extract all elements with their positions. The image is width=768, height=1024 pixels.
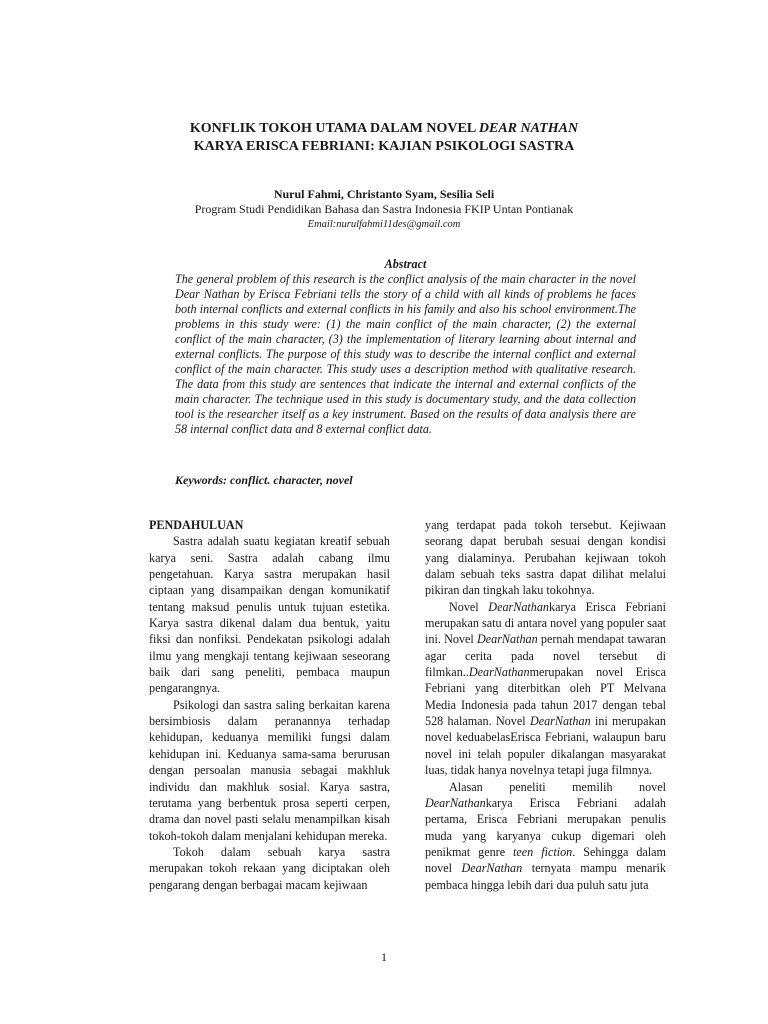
left-column <box>149 517 390 893</box>
abstract-section <box>175 257 636 437</box>
paragraph <box>425 599 666 779</box>
author-email: Email:nurulfahmi11des@gmail.com <box>307 219 461 230</box>
author-affiliation: Program Studi Pendidikan Bahasa dan Sastra Indonesia FKIP Untan Pontianak <box>194 202 574 216</box>
author-names: Nurul Fahmi, Christanto Syam, Sesilia Seli <box>273 187 495 201</box>
text-run: karya Erisca Febriani adalah pertama, Erisca Febriani merupakan penulis muda yang karyanya cukup digemari oleh penikmat genre <box>425 795 666 859</box>
novel-title: DearNathan <box>488 599 550 614</box>
novel-title: DearNathan <box>476 632 538 647</box>
author-block <box>0 187 768 232</box>
abstract-heading: Abstract <box>384 257 427 271</box>
text-run: pernah mendapat tawaran agar cerita pada novel tersebut di filmkan.. <box>425 632 666 680</box>
paragraph: yang terdapat pada tokoh tersebut. Kejiwaan seorang dapat berubah sesuai dengan kondisi yang dialaminya. Perubahan kejiwaan tokoh dalam sebuah teks sastra dapat dilihat melalui pikiran dan tingkah laku tokohnya. <box>425 518 666 598</box>
text-run: Novel <box>449 599 489 614</box>
genre-term: teen fiction <box>513 844 573 859</box>
text-run: Alasan peneliti memilih novel <box>449 779 666 794</box>
novel-title: DearNathan <box>529 714 591 729</box>
text-run: ternyata mampu menarik pembaca hingga lebih dari dua puluh satu juta <box>425 861 666 892</box>
novel-title: DearNathan <box>461 861 523 876</box>
title-line-2: KARYA ERISCA FEBRIANI: KAJIAN PSIKOLOGI SASTRA <box>193 139 575 154</box>
paragraph: Sastra adalah suatu kegiatan kreatif sebuah karya seni. Sastra adalah cabang ilmu pengetahuan. Karya sastra merupakan hasil ciptaan yang disampaikan dengan komunikatif tentang maksud penulis untuk tujuan estetika. Karya sastra dikenal dalam dua bentuk, yaitu fiksi dan nonfiksi. Pendekatan psikologi adalah ilmu yang mengkaji tentang kejiwaan seseorang baik dari sang peneliti, pembaca maupun pengarangnya. <box>149 534 390 696</box>
paragraph: Tokoh dalam sebuah karya sastra merupakan tokoh rekaan yang diciptakan oleh pengarang dengan berbagai macam kejiwaan <box>149 844 390 892</box>
paragraph: Psikologi dan sastra saling berkaitan karena bersimbiosis dalam peranannya terhadap kehidupan, keduanya memiliki fungsi dalam kehidupan ini. Keduanya sama-sama berurusan dengan persoalan manusia sebagai makhluk individu dan makhluk sosial. Karya sastra, terutama yang berbentuk prosa seperti cerpen, drama dan novel pasti selalu menampilkan kisah tokoh-tokoh dalam menjalani kehidupan mereka. <box>149 697 390 843</box>
page-number: 1 <box>381 950 387 964</box>
keywords: Keywords: conflict. character, novel <box>175 473 353 487</box>
paper-title <box>0 120 768 156</box>
text-run: . Sehingga dalam novel <box>425 844 666 876</box>
title-line-1-text: KONFLIK TOKOH UTAMA DALAM NOVEL <box>189 121 479 136</box>
right-column <box>425 517 666 893</box>
title-novel-name: DEAR NATHAN <box>478 121 579 136</box>
text-run: karya Erisca Febriani merupakan satu di antara novel yang populer saat ini. Novel <box>425 599 666 647</box>
novel-title: DearNathan <box>425 795 486 810</box>
abstract-text: The general problem of this research is the conflict analysis of the main character in the novel Dear Nathan by Erisca Febriani tells the story of a child with all kinds of problems he faces both internal conflicts and external conflicts in his family and also his school environment.The problems in this study were: (1) the main conflict of the main character, (2) the external conflict of the main character, (3) the implementation of literary learning about internal and external conflicts. The purpose of this study was to describe the internal conflict and external conflict of the main character. This study uses a description method with qualitative research. The data from this study are sentences that indicate the internal and external conflicts of the main character. The technique used in this study is documentary study, and the data collection tool is the researcher itself as a key instrument. Based on the results of data analysis there are 58 internal conflict data and 8 external conflict data. <box>175 272 636 436</box>
title-line-1 <box>0 120 768 138</box>
text-run: merupakan novel Erisca Febriani yang diterbitkan oleh PT Melvana Media Indonesia pada tahun 2017 dengan tebal 528 halaman. Novel <box>425 665 666 729</box>
text-run: ini merupakan novel keduabelasErisca Febriani, walaupun baru novel ini telah populer dikalangan masyarakat luas, tidak hanya novelnya tetapi juga filmnya. <box>425 714 666 778</box>
paragraph <box>425 779 666 893</box>
section-heading-pendahuluan: PENDAHULUAN <box>149 518 244 532</box>
novel-title: DearNathan <box>468 665 530 680</box>
